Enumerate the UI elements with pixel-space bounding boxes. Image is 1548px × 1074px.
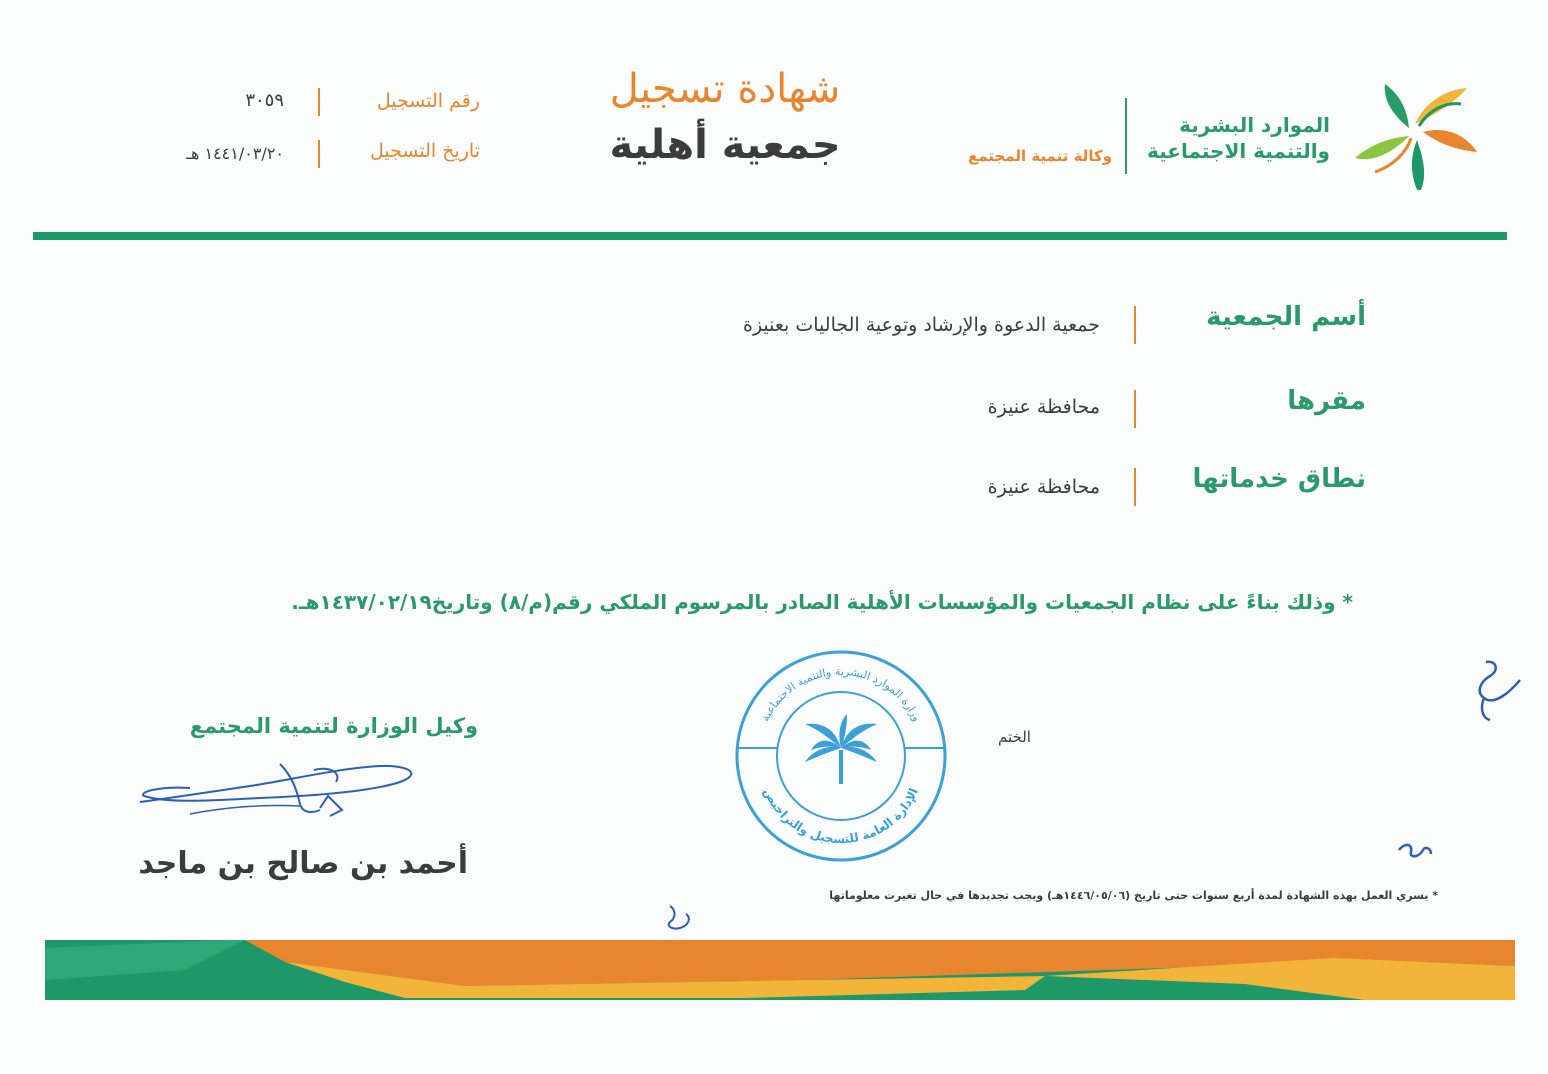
- seal-label: الختم: [998, 728, 1031, 746]
- registration-number-label: رقم التسجيل: [376, 90, 480, 112]
- association-name-label: أسم الجمعية: [1206, 302, 1366, 332]
- ministry-star-logo-icon: [1340, 80, 1480, 190]
- registration-number-value: ٣٠٥٩: [245, 90, 284, 111]
- palm-emblem-icon: [805, 714, 877, 784]
- signatory-name: أحمد بن صالح بن ماجد: [138, 846, 468, 881]
- headquarters-divider: [1134, 390, 1136, 428]
- signatory-title: وكيل الوزارة لتنمية المجتمع: [189, 714, 478, 738]
- header-divider: [1125, 98, 1127, 174]
- header-rule: [33, 232, 1507, 240]
- agency-name: وكالة تنمية المجتمع: [968, 147, 1112, 165]
- legal-basis-note: * وذلك بناءً على نظام الجمعيات والمؤسسات الأهلية الصادر بالمرسوم الملكي رقم(م/٨) وتاريخ١٤٣٧/٠٢/١٩هـ.: [291, 590, 1353, 614]
- certificate-title: شهادة تسجيل: [609, 66, 841, 112]
- certificate-subtitle: جمعية أهلية: [609, 122, 841, 168]
- seal-ring-top-text: وزارة الموارد البشرية والتنمية الاجتماعية: [758, 664, 924, 724]
- service-scope-value: محافظة عنيزة: [987, 476, 1100, 498]
- registration-date-label: تاريخ التسجيل: [370, 140, 480, 162]
- seal-ring-bottom-text: الإدارة العامة للتسجيل والتراخيص: [760, 785, 921, 847]
- registration-number-divider: [318, 88, 320, 116]
- handwritten-initial: [662, 900, 696, 934]
- official-seal: [730, 648, 952, 864]
- ministry-name-line2: والتنمية الاجتماعية: [1147, 139, 1330, 163]
- handwritten-initial: [1395, 834, 1435, 864]
- validity-note: * يسري العمل بهذه الشهادة لمدة أربع سنوات حتى تاريخ (١٤٤٦/٠٥/٠٦هـ) ويجب تجديدها في حال تغيرت معلوماتها: [829, 889, 1438, 902]
- service-scope-divider: [1134, 468, 1136, 506]
- ministry-name: [1147, 112, 1330, 164]
- handwritten-initial: [1462, 656, 1526, 724]
- registration-date-value: ١٤٤١/٠٣/٢٠ هـ: [186, 144, 284, 163]
- association-name-divider: [1134, 306, 1136, 344]
- handwritten-signature: [130, 752, 430, 832]
- registration-date-divider: [318, 140, 320, 168]
- ministry-name-line1: الموارد البشرية: [1179, 113, 1330, 137]
- headquarters-value: محافظة عنيزة: [987, 396, 1100, 418]
- association-name-value: جمعية الدعوة والإرشاد وتوعية الجاليات بعنيزة: [742, 314, 1100, 336]
- headquarters-label: مقرها: [1287, 386, 1366, 416]
- service-scope-label: نطاق خدماتها: [1192, 464, 1366, 494]
- decorative-band: [45, 940, 1515, 1000]
